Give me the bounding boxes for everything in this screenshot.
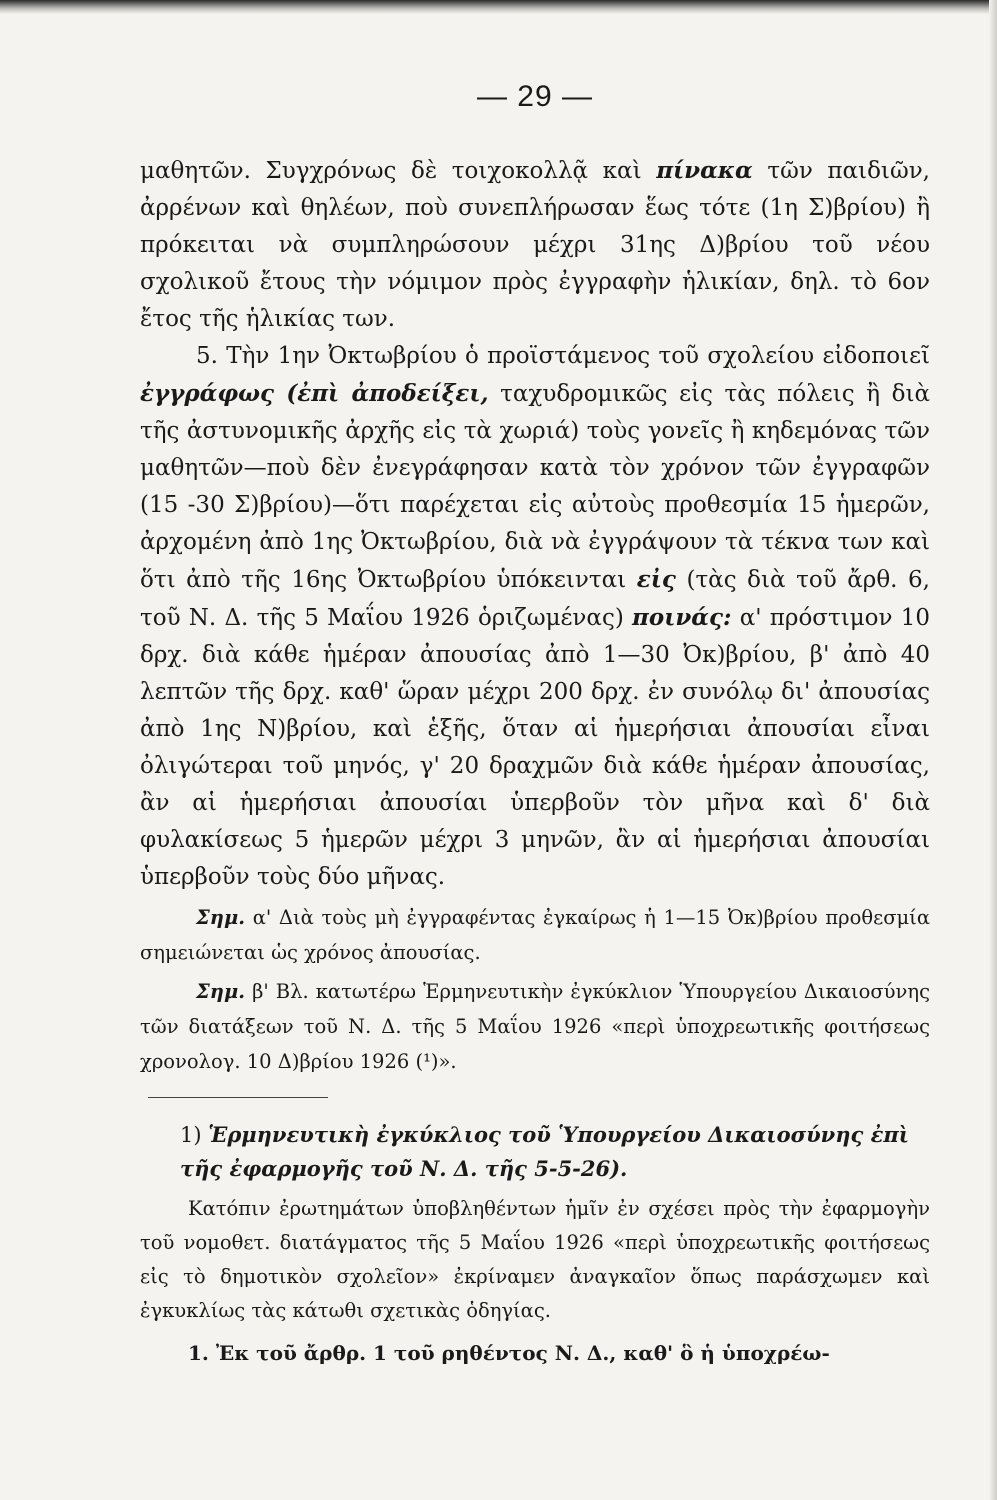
footnote-divider [148, 1097, 328, 1098]
scan-top-edge [0, 0, 997, 14]
paragraph-1-emphasis: πίνακα [656, 157, 753, 184]
paragraph-2-text-d: α' πρόστιμον 10 δρχ. διὰ κάθε ἡμέραν ἀπουσίας ἀπὸ 1—30 Ὀκ)βρίου, β' ἀπὸ 40 λεπτῶν τῆς δρχ. καθ' ὥραν μέχρι 200 δρχ. ἐν συνόλῳ δι' ἀπουσίας ἀπὸ 1ης Ν)βρίου, καὶ ἑξῆς, ὅταν αἱ ἡμερήσιαι ἀπουσίαι εἶναι ὀλιγώτεραι τοῦ μηνός, γ' 20 δραχμῶν διὰ κάθε ἡμέραν ἀπουσίας, ἂν αἱ ἡμερήσιαι ἀπουσίαι ὑπερβοῦν τὸν μῆνα καὶ δ' διὰ φυλακίσεως 5 ἡμερῶν μέχρι 3 μηνῶν, ἂν αἱ ἡμερήσιαι ἀπουσίαι ὑπερβοῦν τοὺς δύο μῆνας. [140, 605, 930, 890]
note-a [140, 900, 930, 970]
paragraph-2-text-b: ταχυδρομικῶς εἰς τὰς πόλεις ἢ διὰ τῆς ἀστυνομικῆς ἀρχῆς εἰς τὰ χωριά) τοὺς γονεῖς ἢ κηδεμόνας τῶν μαθητῶν—ποὺ δὲν ἐνεγράφησαν κατὰ τὸν χρόνον τῶν ἐγγραφῶν (15 -30 Σ)βρίου)—ὅτι παρέχεται εἰς αὐτοὺς προθεσμία 15 ἡμερῶν, ἀρχομένη ἀπὸ 1ης Ὀκτωβρίου, διὰ νὰ ἐγγράψουν τὰ τέκνα των καὶ ὅτι ἀπὸ τῆς 16ης Ὀκτωβρίου ὑπόκεινται [140, 381, 930, 593]
footnote-body: Κατόπιν ἐρωτημάτων ὑποβληθέντων ἡμῖν ἐν σχέσει πρὸς τὴν ἐφαρμογὴν τοῦ νομοθετ. διατάγματος τῆς 5 Μαΐου 1926 «περὶ ὑποχρεωτικῆς φοιτήσεως εἰς τὸ δημοτικὸν σχολεῖον» ἐκρίναμεν ἀναγκαῖον ὅπως παράσχωμεν καὶ ἐγκυκλίως τὰς κάτωθι σχετικὰς ὁδηγίας. [140, 1197, 930, 1322]
paragraph-2 [140, 338, 930, 896]
paragraph-2-emphasis-2: εἰς [636, 566, 676, 593]
note-b-text: β' Βλ. κατωτέρω Ἑρμηνευτικὴν ἐγκύκλιον Ὑπουργείου Δικαιοσύνης τῶν διατάξεων τοῦ Ν. Δ. τῆς 5 Μαΐου 1926 «περὶ ὑποχρεωτικῆς φοιτήσεως χρονολογ. 10 Δ)βρίου 1926 (¹)». [140, 980, 930, 1073]
scan-right-edge [989, 0, 997, 1500]
paragraph-1-text-a: μαθητῶν. Συγχρόνως δὲ τοιχοκολλᾷ καὶ [140, 158, 657, 184]
footnote-heading [140, 1118, 930, 1186]
page-number: — 29 — [476, 80, 594, 113]
paragraph-2-emphasis-1: ἐγγράφως (ἐπὶ ἀποδείξει, [140, 380, 489, 407]
note-b-label: Σημ. [196, 980, 246, 1003]
note-a-text: α' Διὰ τοὺς μὴ ἐγγραφέντας ἐγκαίρως ἡ 1—15 Ὀκ)βρίου προθεσμία σημειώνεται ὡς χρόνος ἀπουσίας. [140, 906, 930, 964]
paragraph-2-text-c: (τὰς διὰ τοῦ ἄρθ. 6, τοῦ Ν. Δ. τῆς 5 Μαΐου 1926 ὁριζωμένας) [140, 567, 930, 631]
note-a-label: Σημ. [196, 906, 246, 929]
footnote-last-line: 1. Ἐκ τοῦ ἄρθρ. 1 τοῦ ρηθέντος Ν. Δ., καθ' ὃ ἡ ὑποχρέω- [188, 1341, 830, 1365]
paragraph-1 [140, 152, 930, 338]
footnote-heading-text: Ἑρμηνευτικὴ ἐγκύκλιος τοῦ Ὑπουργείου Δικαιοσύνης ἐπὶ τῆς ἐφαρμογῆς τοῦ Ν. Δ. τῆς 5-5-26). [180, 1122, 909, 1181]
note-b [140, 974, 930, 1079]
paragraph-1-text-b: τῶν παιδιῶν, ἀρρένων καὶ θηλέων, ποὺ συνεπλήρωσαν ἕως τότε (1η Σ)βρίου) ἢ πρόκειται νὰ συμπληρώσουν μέχρι 31ης Δ)βρίου τοῦ νέου σχολικοῦ ἔτους τὴν νόμιμον πρὸς ἐγγραφὴν ἡλικίαν, δηλ. τὸ 6ον ἔτος τῆς ἡλικίας των. [140, 158, 930, 332]
footnote-marker: 1) [180, 1123, 209, 1147]
paragraph-2-text-a: 5. Τὴν 1ην Ὀκτωβρίου ὁ προϊστάμενος τοῦ σχολείου εἰδοποιεῖ [196, 343, 930, 369]
paragraph-2-emphasis-3: ποινάς: [632, 604, 732, 631]
document-page [140, 80, 930, 1370]
